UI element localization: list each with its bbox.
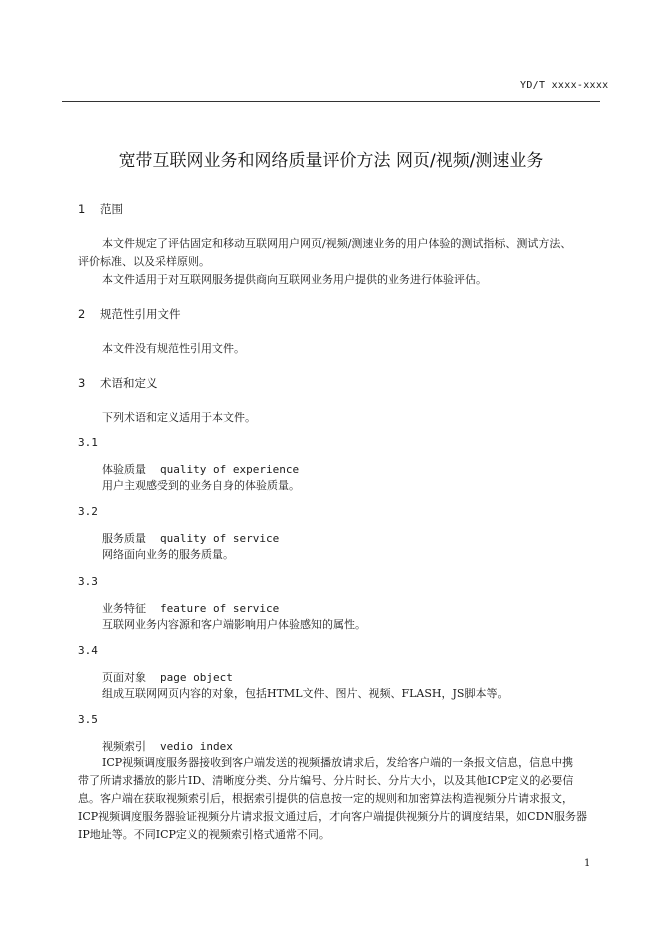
- term-heading: [102, 461, 299, 477]
- term-zh: 视频索引: [102, 740, 146, 753]
- section-title: 规范性引用文件: [100, 307, 181, 321]
- section-3-para: 下列术语和定义适用于本文件。: [102, 411, 256, 424]
- section-number: 3: [78, 376, 86, 390]
- term-heading: [102, 669, 233, 685]
- term-number: 3.3: [78, 575, 98, 588]
- term-definition-line: ICP视频调度服务器接收到客户端发送的视频播放请求后，发给客户端的一条报文信息，信息中携: [102, 756, 574, 769]
- section-2-para: 本文件没有规范性引用文件。: [102, 342, 245, 355]
- term-number: 3.5: [78, 713, 98, 726]
- term-zh: 业务特征: [102, 602, 146, 615]
- doc-title: 宽带互联网业务和网络质量评价方法 网页/视频/测速业务: [118, 151, 544, 171]
- term-heading: [102, 738, 233, 754]
- term-number: 3.2: [78, 505, 98, 518]
- term-definition-line: 互联网业务内容源和客户端影响用户体验感知的属性。: [102, 618, 366, 631]
- section-3-heading: [78, 375, 158, 391]
- header-rule: [62, 101, 600, 102]
- term-definition-line: ICP视频调度服务器验证视频分片请求报文通过后，才向客户端提供视频分片的调度结果，如CDN服务器: [78, 810, 588, 823]
- section-title: 术语和定义: [100, 376, 158, 390]
- term-en: quality of experience: [160, 463, 300, 476]
- section-number: 1: [78, 202, 86, 216]
- term-heading: [102, 530, 279, 546]
- doc-code: YD/T xxxx-xxxx: [520, 80, 609, 91]
- section-1-heading: [78, 201, 123, 217]
- term-en: vedio index: [160, 740, 233, 753]
- section-1-para1-line1: 本文件规定了评估固定和移动互联网用户网页/视频/测速业务的用户体验的测试指标、测试方法、: [102, 237, 572, 250]
- term-number: 3.1: [78, 436, 98, 449]
- section-1-para1-line2: 评价标准、以及采样原则。: [78, 255, 210, 268]
- term-heading: [102, 600, 279, 616]
- page-number: 1: [584, 858, 591, 869]
- section-number: 2: [78, 307, 86, 321]
- term-zh: 页面对象: [102, 671, 146, 684]
- term-en: page object: [160, 671, 233, 684]
- term-definition-line: 带了所请求播放的影片ID、清晰度分类、分片编号、分片时长、分片大小，以及其他ICP定义的必要信: [78, 774, 574, 787]
- section-title: 范围: [100, 202, 123, 216]
- term-definition-line: 息。客户端在获取视频索引后，根据索引提供的信息按一定的规则和加密算法构造视频分片请求报文，: [78, 792, 573, 805]
- term-definition-line: 网络面向业务的服务质量。: [102, 548, 234, 561]
- term-definition-line: 组成互联网网页内容的对象，包括HTML文件、图片、视频、FLASH，JS脚本等。: [102, 687, 509, 700]
- section-1-para2: 本文件适用于对互联网服务提供商向互联网业务用户提供的业务进行体验评估。: [102, 273, 487, 286]
- term-definition-line: 用户主观感受到的业务自身的体验质量。: [102, 479, 300, 492]
- term-zh: 服务质量: [102, 532, 146, 545]
- section-2-heading: [78, 306, 181, 322]
- term-definition-line: IP地址等。不同ICP定义的视频索引格式通常不同。: [78, 828, 330, 841]
- term-number: 3.4: [78, 644, 98, 657]
- term-en: feature of service: [160, 602, 280, 615]
- term-zh: 体验质量: [102, 463, 146, 476]
- term-en: quality of service: [160, 532, 280, 545]
